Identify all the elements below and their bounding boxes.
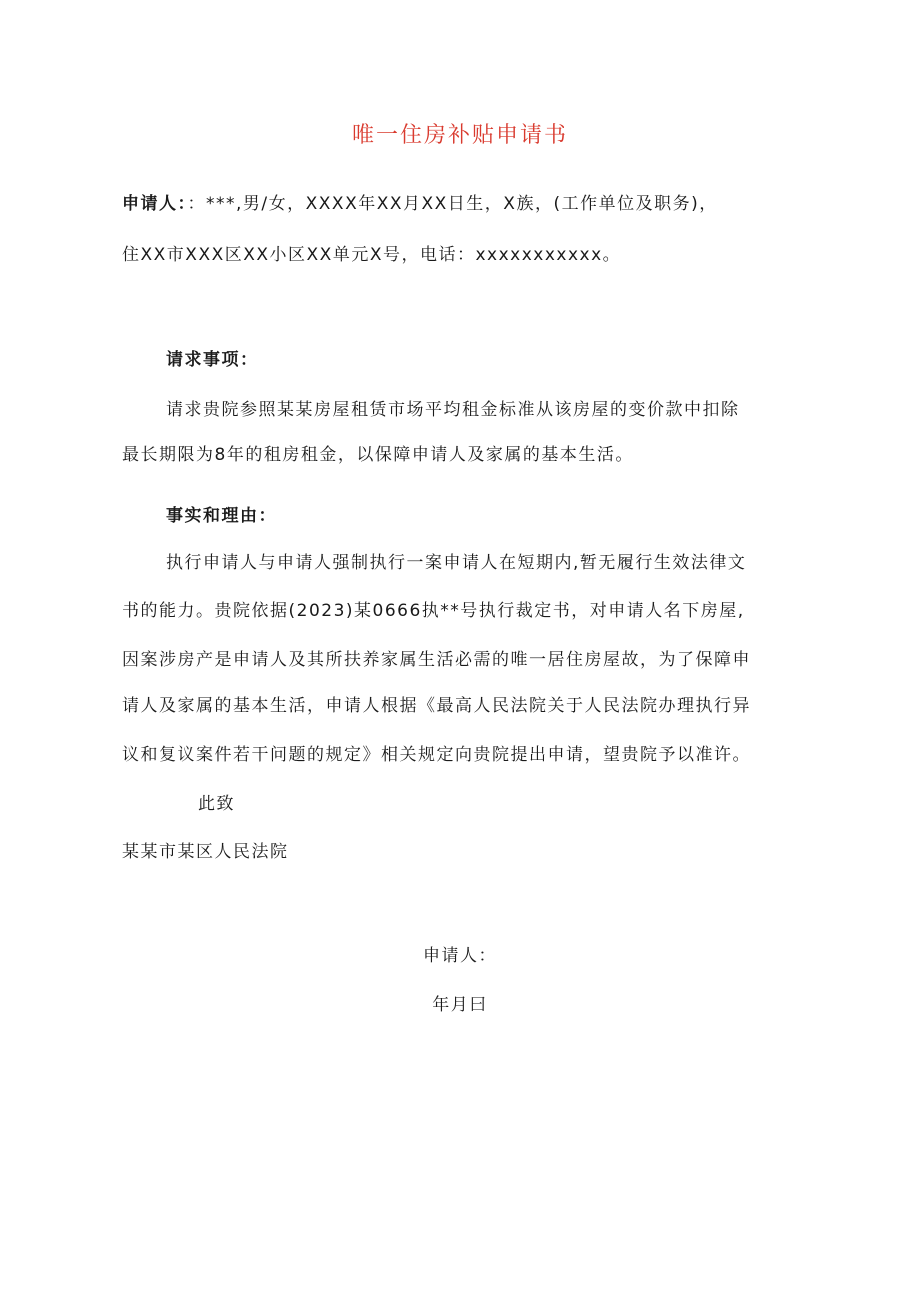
facts-heading: 事实和理由：: [166, 506, 277, 526]
signature-applicant: 申请人：: [423, 946, 497, 966]
request-heading: 请求事项：: [166, 350, 259, 370]
closing-salutation: 此致: [198, 794, 235, 814]
closing-recipient: 某某市某区人民法院: [122, 842, 289, 862]
request-line-2: 最长期限为8年的租房租金，以保障申请人及家属的基本生活。: [122, 445, 634, 465]
applicant-line-2: 住XX市XXX区XX小区XX单元X号，电话：xxxxxxxxxxx。: [122, 245, 622, 265]
applicant-details: ：***,男/女，XXXX年XX月XX日生，X族，(工作单位及职务)，: [187, 194, 718, 214]
request-line-1: 请求贵院参照某某房屋租赁市场平均租金标准从该房屋的变价款中扣除: [166, 400, 740, 420]
applicant-label: 申请人：: [122, 194, 188, 214]
facts-line-4: 请人及家属的基本生活，申请人根据《最高人民法院关于人民法院办理执行异: [122, 696, 751, 716]
applicant-line-1: [122, 192, 718, 216]
signature-date: 年月曰: [432, 995, 488, 1015]
facts-line-3: 因案涉房产是申请人及其所扶养家属生活必需的唯一居住房屋故，为了保障申: [122, 650, 751, 670]
facts-line-1: 执行申请人与申请人强制执行一案申请人在短期内,暂无履行生效法律文: [166, 553, 747, 573]
document-title: 唯一住房补贴申请书: [351, 123, 568, 148]
facts-line-5: 议和复议案件若干问题的规定》相关规定向贵院提出申请，望贵院予以准许。: [122, 745, 751, 765]
facts-line-2: 书的能力。贵院依据(2023)某0666执**号执行裁定书，对申请人名下房屋,: [122, 601, 745, 621]
